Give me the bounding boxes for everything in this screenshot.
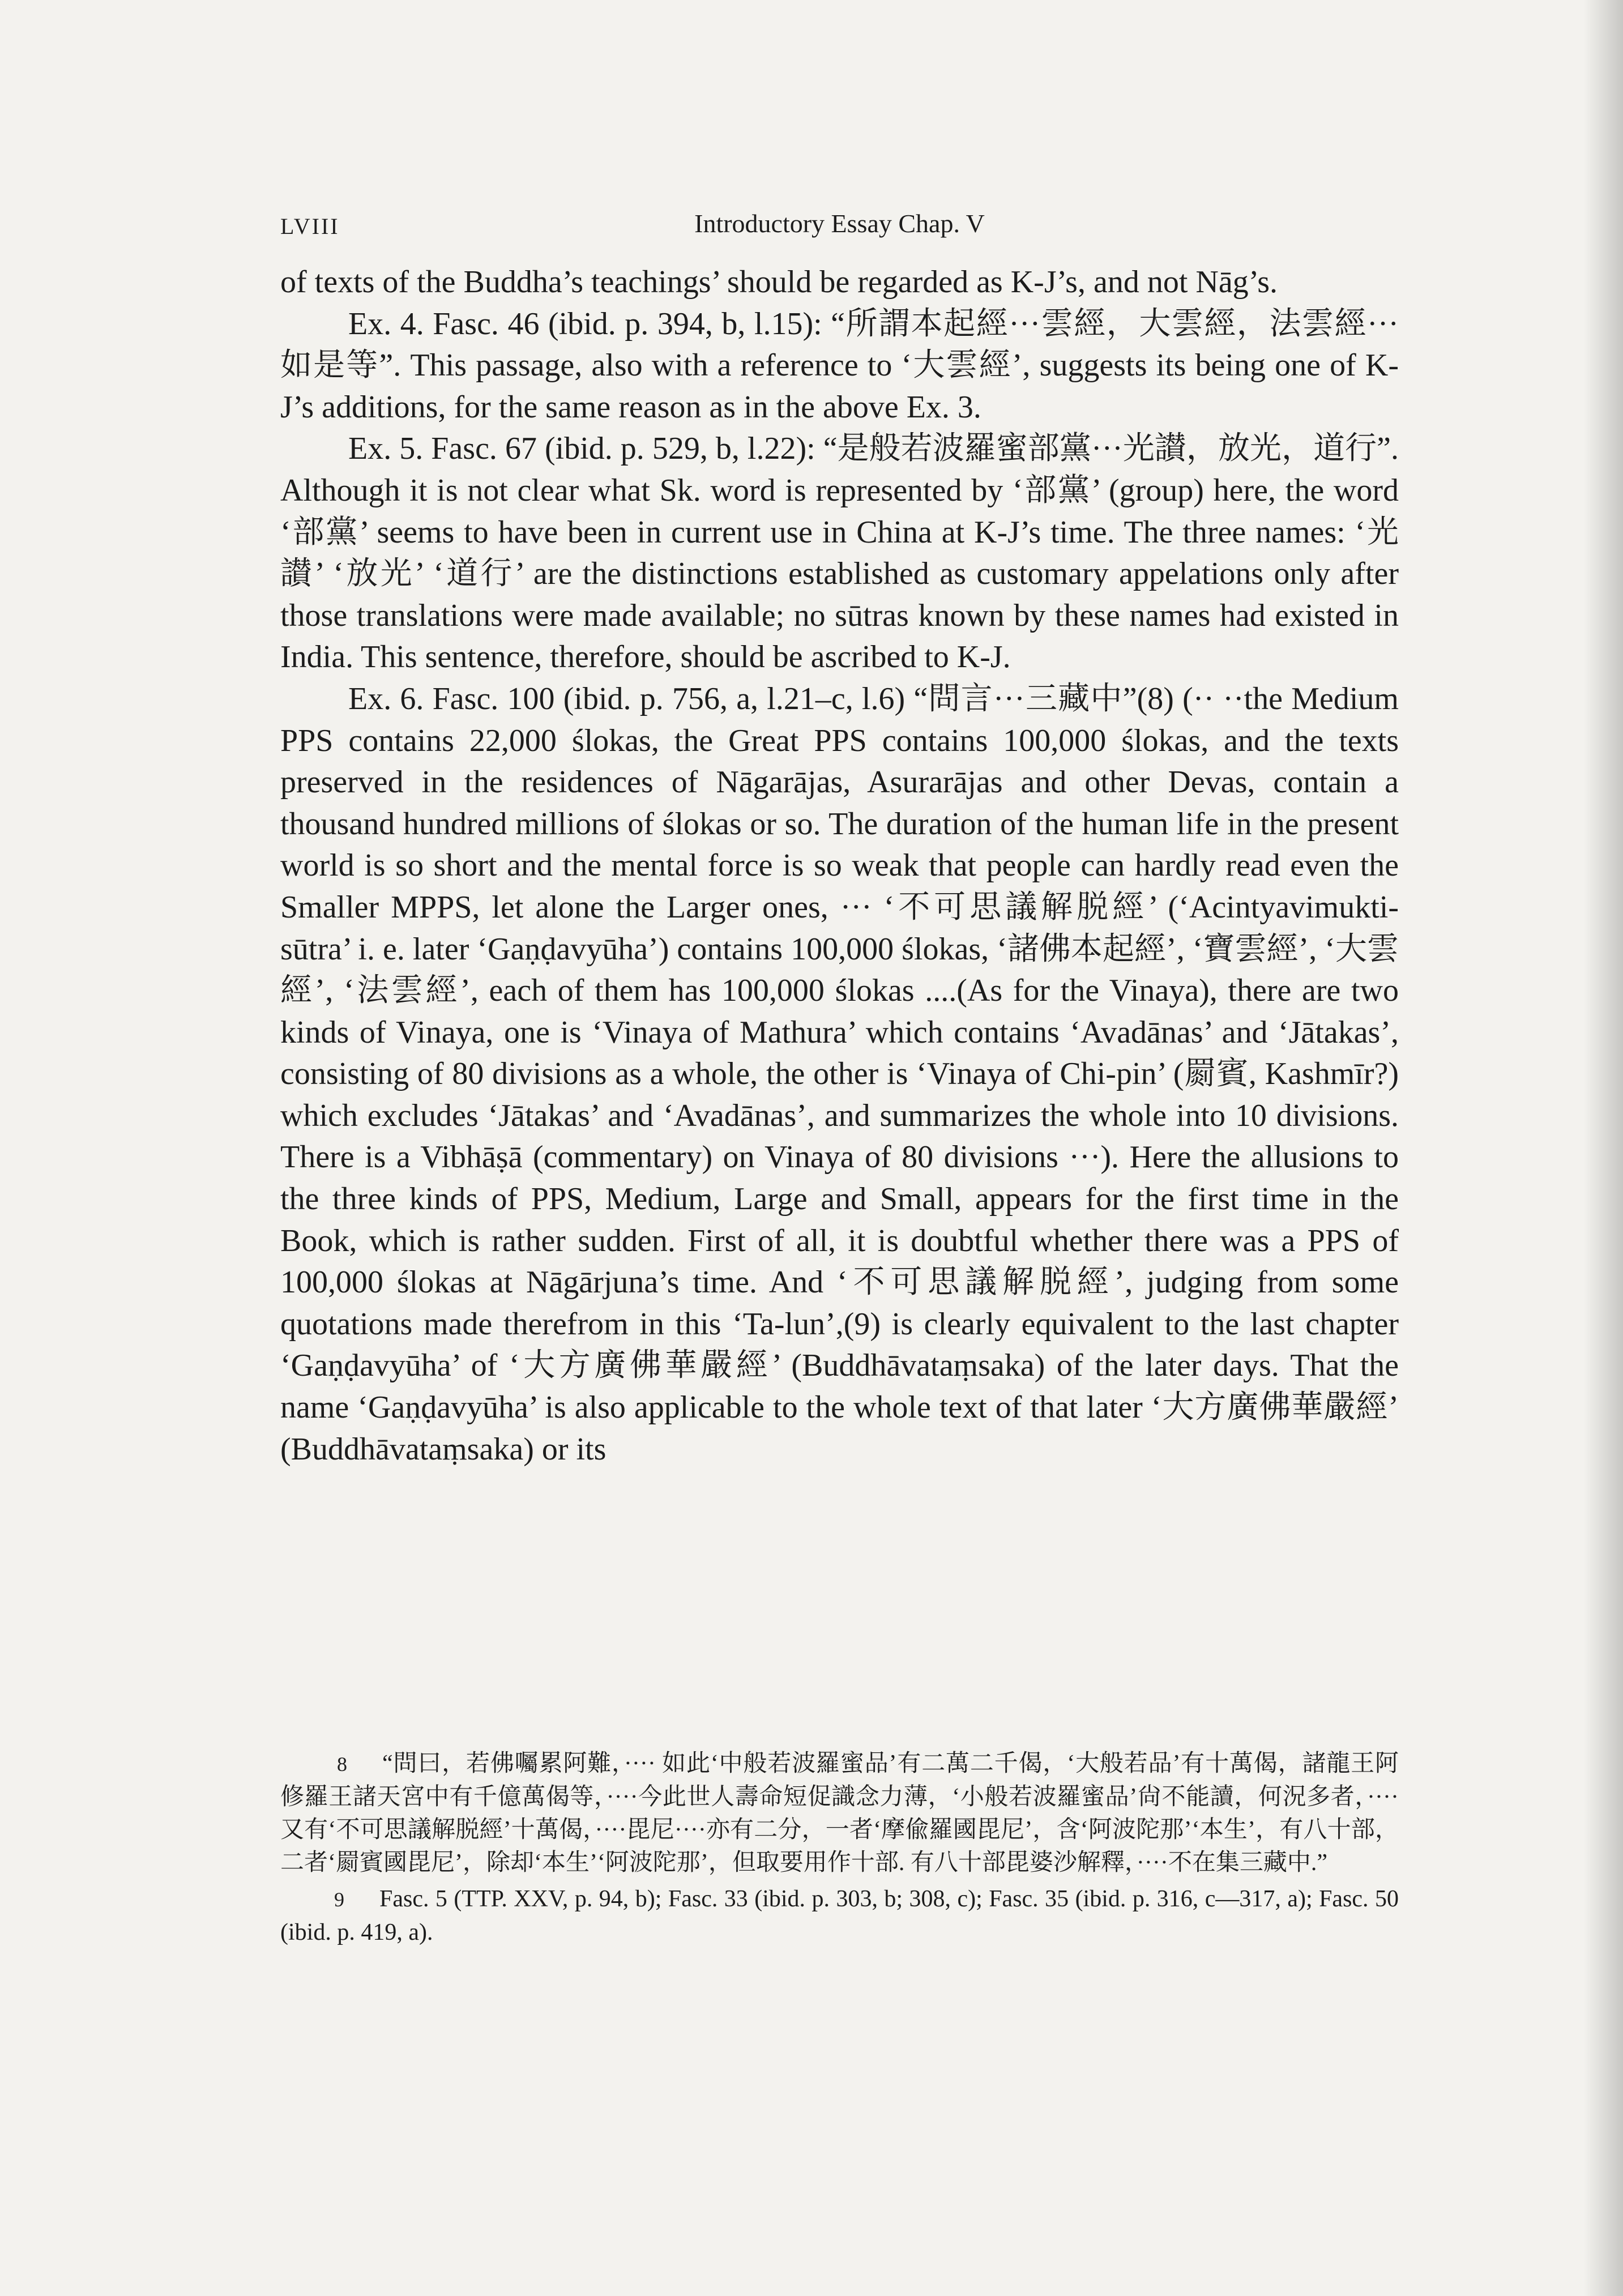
footnote-8 [280,1747,1399,1879]
paragraph-continuation: of texts of the Buddha’s teachings’ should be regarded as K-J’s, and not Nāg’s. [280,264,1278,300]
footnote-number: 8 [337,1753,347,1776]
footnote-number: 9 [334,1888,344,1911]
paragraph-ex5: Ex. 5. Fasc. 67 (ibid. p. 529, b, l.22): “是般若波羅蜜部黨···光讃，放光，道行”. Although it is not clear what Sk. word is represented by ‘部黨’ (group) here, the word ‘部黨’ seems to have been in current use in China at K-J’s time. The three names: ‘光讃’ ‘放光’ ‘道行’ are the distinctions established as customary appelations only after those translations were made available; no sūtras known by these names had existed in India. This sentence, therefore, should be ascribed to K-J. [280,431,1399,675]
chapter-title: Introductory Essay Chap. V [694,209,985,238]
footnote-9 [280,1883,1399,1949]
footnote-text: “問曰，若佛囑累阿難，···· 如此‘中般若波羅蜜品’有二萬二千偈，‘大般若品’有十萬偈，諸龍王阿修羅王諸天宮中有千億萬偈等，····今此世人壽命短促識念力薄，‘小般若波羅蜜品’尙不能讀，何況多者，····又有‘不可思議解脱經’十萬偈，····毘尼····亦有二分，一者‘摩偸羅國毘尼’，含‘阿波陀那’‘本生’，有八十部，二者‘罽賓國毘尼’，除却‘本生’‘阿波陀那’，但取要用作十部. 有八十部毘婆沙解釋，····不在集三藏中.” [280,1751,1399,1876]
page-edge-shadow [1583,0,1623,2296]
paragraph-ex4: Ex. 4. Fasc. 46 (ibid. p. 394, b, l.15): “所謂本起經···雲經，大雲經，法雲經···如是等”. This passage, also with a reference to ‘大雲經’, suggests its being one of K-J’s additions, for the same reason as in the above Ex. 3. [280,306,1399,425]
page-number: LVIII [280,214,340,239]
running-head [280,208,1399,248]
paragraph-ex6: Ex. 6. Fasc. 100 (ibid. p. 756, a, l.21–c, l.6) “問言···三藏中”(8) (·· ··the Medium PPS contains 22,000 ślokas, the Great PPS contains 100,000 ślokas, and the texts preserved in the residences of Nāgarājas, Asurarājas and other Devas, contain a thousand hundred millions of ślokas or so. The duration of the human life in the present world is so short and the mental force is so weak that people can hardly read even the Smaller MPPS, let alone the Larger ones, ··· ‘不可思議解脱經’ (‘Acintyavimukti-sūtra’ i. e. later ‘Gaṇḍavyūha’) contains 100,000 ślokas, ‘諸佛本起經’, ‘寶雲經’, ‘大雲經’, ‘法雲經’, each of them has 100,000 ślokas ....(As for the Vinaya), there are two kinds of Vinaya, one is ‘Vinaya of Mathura’ which contains ‘Avadānas’ and ‘Jātakas’, consisting of 80 divisions as a whole, the other is ‘Vinaya of Chi-pin’ (罽賓, Kashmīr?) which excludes ‘Jātakas’ and ‘Avadānas’, and summarizes the whole into 10 divisions. There is a Vibhāṣā (commentary) on Vinaya of 80 divisions ···). Here the allusions to the three kinds of PPS, Medium, Large and Small, appears for the first time in the Book, which is rather sudden. First of all, it is doubtful whether there was a PPS of 100,000 ślokas at Nāgārjuna’s time. And ‘不可思議解脱經’, judging from some quotations made therefrom in this ‘Ta-lun’,(9) is clearly equivalent to the last chapter ‘Gaṇḍavyūha’ of ‘大方廣佛華嚴經’ (Buddhāvataṃsaka) of the later days. That the name ‘Gaṇḍavyūha’ is also applicable to the whole text of that later ‘大方廣佛華嚴經’ (Buddhāvataṃsaka) or its [280,681,1399,1467]
body-text [280,262,1399,1470]
footnotes [280,1747,1399,1952]
footnote-text: Fasc. 5 (TTP. XXV, p. 94, b); Fasc. 33 (ibid. p. 303, b; 308, c); Fasc. 35 (ibid. p. 316, c—317, a); Fasc. 50 (ibid. p. 419, a). [280,1886,1399,1945]
